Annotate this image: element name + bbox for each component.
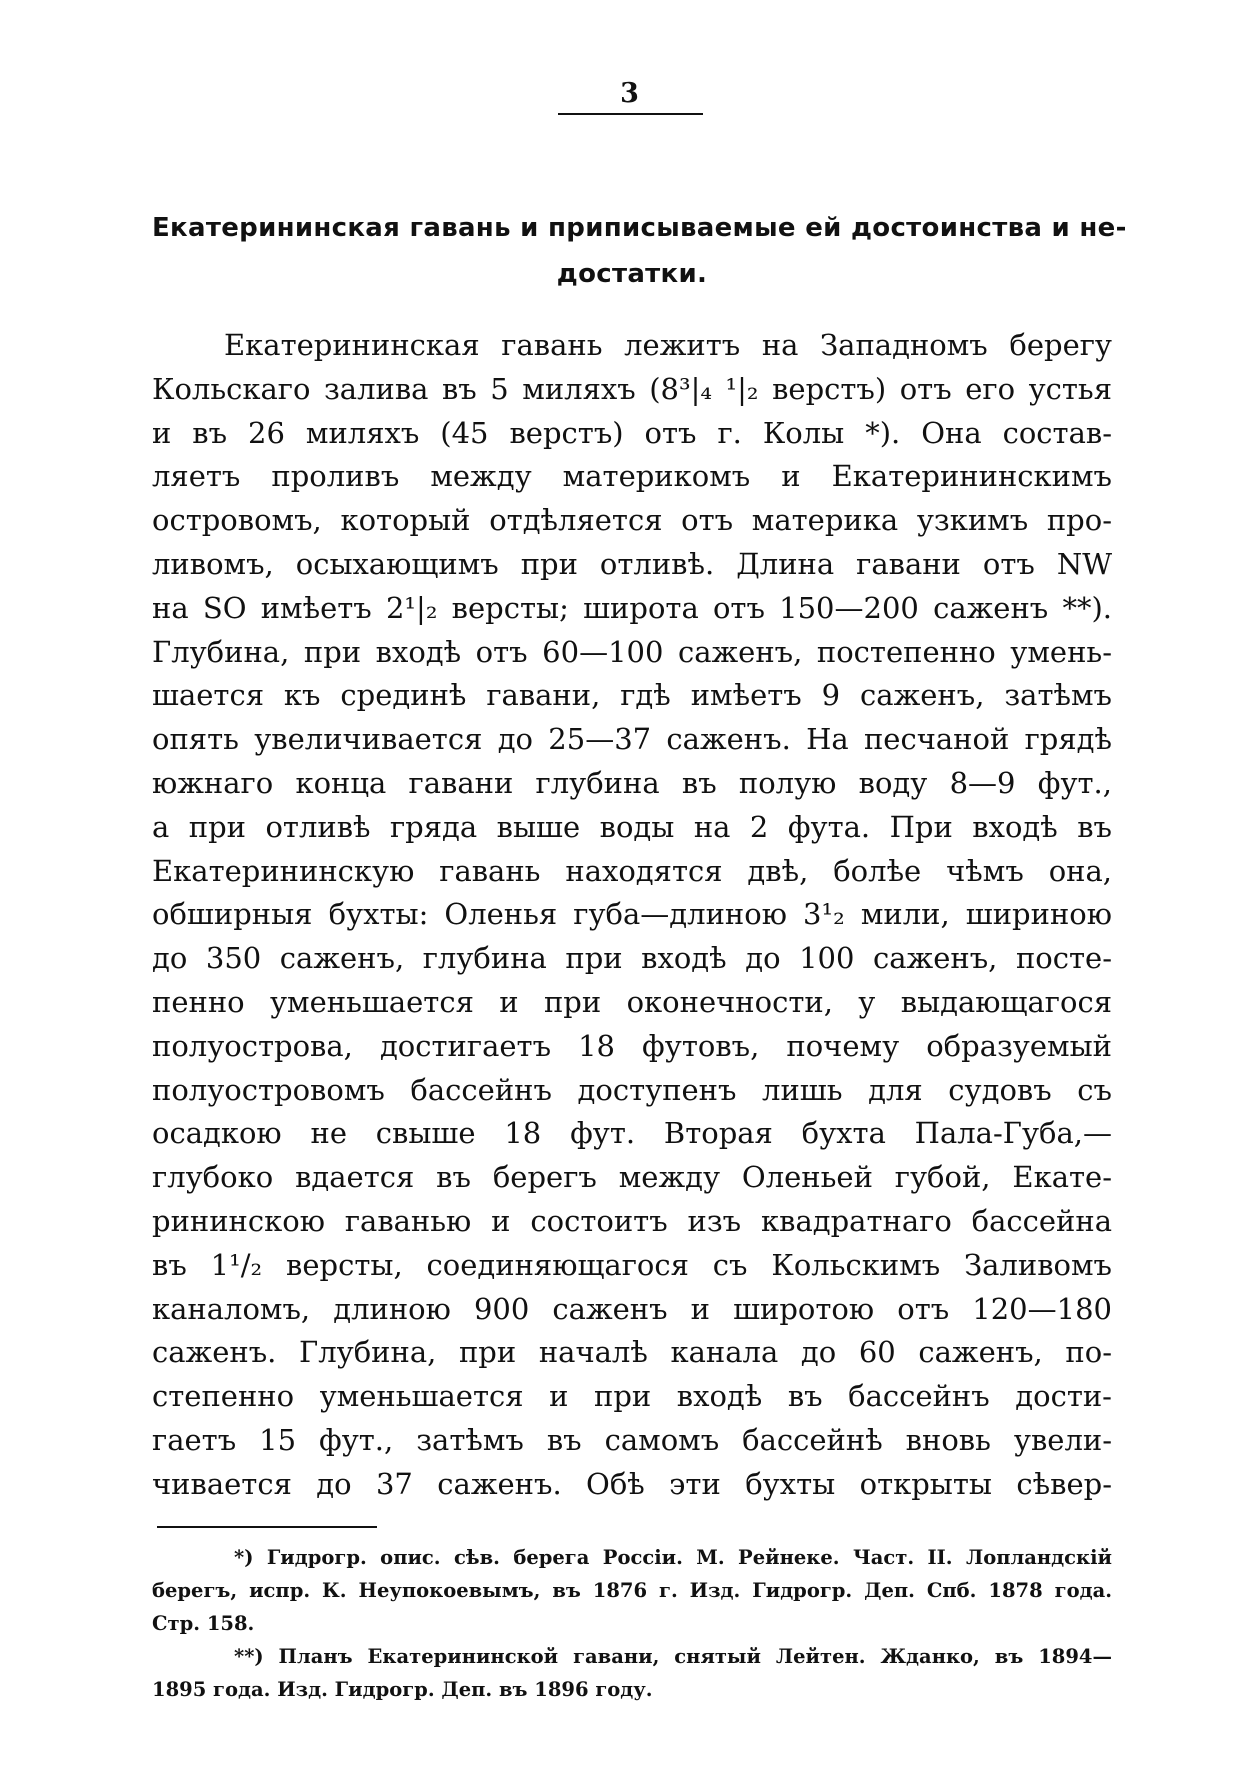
body-line: Екатерининская гавань лежитъ на Западномъ берегу — [224, 328, 1112, 362]
body-line: глубоко вдается въ берегъ между Оленьей губой, Екате- — [152, 1160, 1112, 1195]
page-number: 3 — [620, 78, 639, 109]
body-line: осадкою не свыше 18 фут. Вторая бухта Пала-Губа,— — [152, 1116, 1112, 1151]
body-line: а при отливѣ гряда выше воды на 2 фута. При входѣ въ — [152, 809, 1112, 844]
body-line: Кольскаго залива въ 5 миляхъ (8³|₄ ¹|₂ верстъ) отъ его устья — [152, 371, 1112, 406]
footnote-line: 1895 года. Изд. Гидрогр. Деп. въ 1896 году. — [152, 1678, 653, 1701]
body-line: пенно уменьшается и при оконечности, у выдающагося — [152, 984, 1112, 1019]
body-line: ляетъ проливъ между материкомъ и Екатерининскимъ — [152, 459, 1112, 494]
body-line: гаетъ 15 фут., затѣмъ въ самомъ бассейнѣ вновь увели- — [152, 1422, 1112, 1457]
body-line: южнаго конца гавани глубина въ полую воду 8—9 фут., — [152, 765, 1112, 800]
body-line: до 350 саженъ, глубина при входѣ до 100 саженъ, посте- — [152, 941, 1112, 976]
footnote-line: *) Гидрогр. опис. сѣв. берега Россіи. М. Рейнеке. Част. II. Лопландскій — [234, 1546, 1112, 1569]
body-line: Екатерининскую гавань находятся двѣ, болѣе чѣмъ она, — [152, 853, 1112, 888]
body-line: Глубина, при входѣ отъ 60—100 саженъ, постепенно умень- — [152, 634, 1112, 669]
page-number-rule — [558, 113, 703, 115]
footnote-line: **) Планъ Екатерининской гавани, снятый Лейтен. Жданко, въ 1894— — [234, 1645, 1112, 1668]
body-line: чивается до 37 саженъ. Обѣ эти бухты открыты сѣвер- — [152, 1466, 1112, 1501]
body-line: въ 1¹/₂ версты, соединяющагося съ Кольскимъ Заливомъ — [152, 1247, 1112, 1282]
body-line: саженъ. Глубина, при началѣ канала до 60 саженъ, по- — [152, 1335, 1112, 1370]
footnote-separator — [157, 1526, 377, 1528]
body-line: каналомъ, длиною 900 саженъ и широтою отъ 120—180 — [152, 1291, 1112, 1326]
body-line: на SO имѣетъ 2¹|₂ версты; широта отъ 150—200 саженъ **). — [152, 590, 1112, 625]
body-line: опять увеличивается до 25—37 саженъ. На песчаной грядѣ — [152, 722, 1112, 757]
body-line: обширныя бухты: Оленья губа—длиною 3¹₂ мили, шириною — [152, 897, 1112, 932]
body-line: степенно уменьшается и при входѣ въ бассейнъ дости- — [152, 1379, 1112, 1414]
footnote-line: берегъ, испр. К. Неупокоевымъ, въ 1876 г. Изд. Гидрогр. Деп. Спб. 1878 года. — [152, 1579, 1112, 1602]
body-line: и въ 26 миляхъ (45 верстъ) отъ г. Колы *). Она состав- — [152, 415, 1112, 450]
heading-line-2: достатки. — [556, 259, 708, 289]
body-line: островомъ, который отдѣляется отъ материка узкимъ про- — [152, 503, 1112, 538]
body-line: полуостровомъ бассейнъ доступенъ лишь для судовъ съ — [152, 1072, 1112, 1107]
footnotes — [152, 1541, 1112, 1706]
body-line: шается къ срединѣ гавани, гдѣ имѣетъ 9 саженъ, затѣмъ — [152, 678, 1112, 713]
body-paragraph — [152, 324, 1112, 1507]
heading-line-1: Екатерининская гавань и приписываемые ей достоинства и не- — [152, 213, 1127, 243]
footnote-line: Стр. 158. — [152, 1612, 255, 1635]
body-line: ливомъ, осыхающимъ при отливѣ. Длина гавани отъ NW — [152, 546, 1112, 581]
body-line: полуострова, достигаетъ 18 футовъ, почему образуемый — [152, 1028, 1112, 1063]
section-heading — [152, 205, 1127, 297]
body-line: рининскою гаванью и состоитъ изъ квадратнаго бассейна — [152, 1203, 1112, 1238]
